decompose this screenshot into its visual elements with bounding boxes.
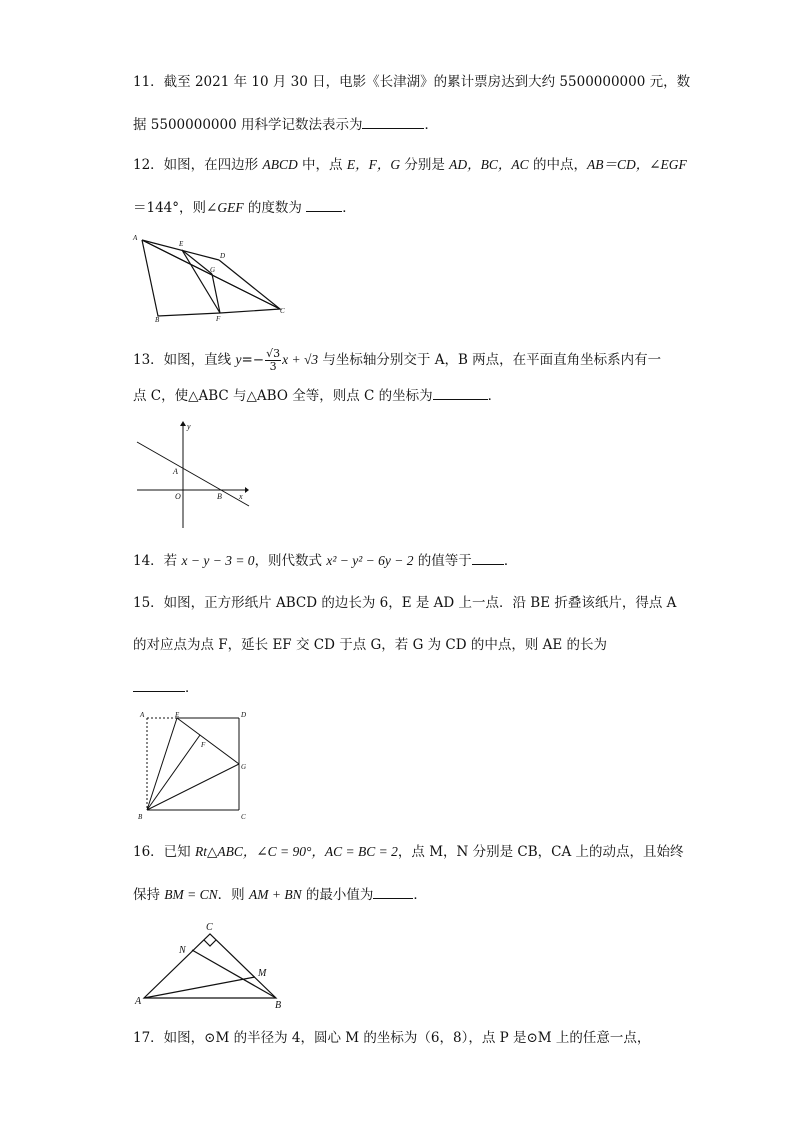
label-f: F xyxy=(201,741,206,749)
q15-figure xyxy=(135,708,255,822)
q11-text-2: 据 5500000000 用科学记数法表示为 xyxy=(133,117,363,133)
q15-answer-blank[interactable] xyxy=(133,677,185,692)
q13-y-arrow xyxy=(180,421,186,426)
label-d: D xyxy=(220,252,226,260)
label-f: F xyxy=(216,315,221,323)
q16-triangle xyxy=(144,934,276,998)
q12-angle: GEF xyxy=(217,200,244,215)
q15-segment-bf xyxy=(147,735,200,810)
q15-fold-be xyxy=(147,718,177,810)
q13-figure xyxy=(135,420,255,530)
q13-line xyxy=(137,442,249,506)
q16-t1: 16．已知 xyxy=(133,844,195,860)
q12-line-2 xyxy=(133,197,356,218)
q16-figure xyxy=(132,918,292,1010)
q13-line-1 xyxy=(133,340,661,380)
q15-segment-bg xyxy=(147,764,239,810)
label-a: A xyxy=(135,996,142,1007)
q16-t3: 保持 xyxy=(133,887,165,903)
q12-t4: 的中点， xyxy=(528,157,587,173)
q17-line-1 xyxy=(133,1028,650,1048)
label-m: M xyxy=(258,968,267,979)
q12-t6: 的度数为 xyxy=(243,200,302,216)
q12-line-1 xyxy=(133,155,687,175)
q13-t1: 13．如图，直线 xyxy=(133,352,236,368)
label-b: B xyxy=(155,316,160,324)
label-o: O xyxy=(175,492,181,501)
q15-end: ． xyxy=(185,680,199,696)
q12-points: E，F，G xyxy=(346,157,401,172)
q12-end: ． xyxy=(342,200,356,216)
q14-end: ． xyxy=(503,553,518,569)
label-g: G xyxy=(210,266,216,274)
q12-segment-ef xyxy=(182,250,220,313)
q12-figure xyxy=(130,232,290,324)
q12-quad: ABCD xyxy=(262,157,298,172)
q14-expression: x² − y² − 6y − 2 xyxy=(326,553,414,568)
label-c: C xyxy=(280,307,285,315)
q17-t1: 17．如图，⊙M 的半径为 4，圆心 M 的坐标为（6，8），点 P 是⊙M 上的任意一点， xyxy=(133,1030,651,1046)
q15-t2: 的对应点为点 F，延长 EF 交 CD 于点 G，若 G 为 CD 的中点，则 AE 的长为 xyxy=(133,637,608,653)
q12-segments: AD，BC，AC xyxy=(449,157,529,172)
q15-line-1 xyxy=(133,593,676,613)
q16-line-2 xyxy=(133,884,427,905)
q12-condition: AB＝CD，∠EGF xyxy=(586,157,687,172)
q13-fraction xyxy=(265,348,281,373)
q16-answer-blank[interactable] xyxy=(373,884,413,899)
label-d: D xyxy=(241,711,247,719)
label-c: C xyxy=(206,922,213,933)
label-e: E xyxy=(179,240,184,248)
q13-eq-rest: x + √3 xyxy=(282,352,319,367)
label-c: C xyxy=(241,813,246,821)
q16-segment-am xyxy=(144,977,255,998)
label-b: B xyxy=(275,1000,282,1010)
q16-right-angle-mark xyxy=(204,940,216,946)
q13-x-arrow xyxy=(245,487,249,493)
q14-answer-blank[interactable] xyxy=(472,550,504,565)
q13-t2: 与坐标轴分别交于 A，B 两点，在平面直角坐标系内有一 xyxy=(318,352,662,368)
q14-t3: 的值等于 xyxy=(413,553,472,569)
q14-t2: ，则代数式 xyxy=(254,553,327,569)
q16-condition: Rt△ABC，∠C = 90°，AC = BC = 2 xyxy=(194,844,398,859)
q16-t5: 的最小值为 xyxy=(301,887,374,903)
q12-t1: 12．如图，在四边形 xyxy=(133,157,263,173)
q16-t2: ，点 M，N 分别是 CB，CA 上的动点，且始终 xyxy=(397,844,684,860)
q13-answer-blank[interactable] xyxy=(433,385,488,400)
q14-line xyxy=(133,550,517,571)
q12-t3: 分别是 xyxy=(400,157,450,173)
q12-t2: 中，点 xyxy=(297,157,347,173)
q13-line-2 xyxy=(133,385,501,406)
q16-condition-2: BM = CN xyxy=(164,887,218,902)
q14-t1: 14．若 xyxy=(133,553,182,569)
q11-answer-blank[interactable] xyxy=(362,114,424,129)
q16-t4: ．则 xyxy=(217,887,249,903)
q16-line-1 xyxy=(133,842,684,862)
q12-t5: ＝144°，则∠ xyxy=(133,200,218,216)
label-a: A xyxy=(133,234,138,242)
label-g: G xyxy=(241,763,247,771)
q16-expression: AM + BN xyxy=(248,887,302,902)
label-y: y xyxy=(187,422,191,431)
label-a: A xyxy=(140,711,145,719)
q13-eq-sign: =− xyxy=(241,352,265,368)
q13-eq-y: y xyxy=(235,352,242,367)
q16-end: ． xyxy=(413,887,427,903)
q13-end: ． xyxy=(487,388,502,404)
label-b: B xyxy=(138,813,143,821)
q11-line-1 xyxy=(133,72,690,92)
q12-quadrilateral xyxy=(142,240,280,316)
q14-condition: x − y − 3 = 0 xyxy=(181,553,255,568)
label-x: x xyxy=(239,492,243,501)
q12-answer-blank[interactable] xyxy=(306,197,342,212)
q11-end: ． xyxy=(424,117,438,133)
label-n: N xyxy=(179,945,186,956)
q11-line-2 xyxy=(133,114,438,135)
q13-t3: 点 C，使△ABC 与△ABO 全等，则点 C 的坐标为 xyxy=(133,388,433,404)
q15-line-3 xyxy=(133,677,199,698)
label-e: E xyxy=(175,711,180,719)
q13-frac-den: 3 xyxy=(269,360,277,373)
q11-text-1: 11．截至 2021 年 10 月 30 日，电影《长津湖》的累计票房达到大约 5500000000 元，数 xyxy=(133,74,691,90)
label-a: A xyxy=(173,467,178,476)
q15-segment-eg xyxy=(177,718,239,764)
q15-t1: 15．如图，正方形纸片 ABCD 的边长为 6，E 是 AD 上一点．沿 BE 折叠该纸片，得点 A xyxy=(133,595,677,611)
q13-frac-num: √3 xyxy=(266,347,281,360)
label-b: B xyxy=(217,492,222,501)
q15-line-2 xyxy=(133,635,607,655)
